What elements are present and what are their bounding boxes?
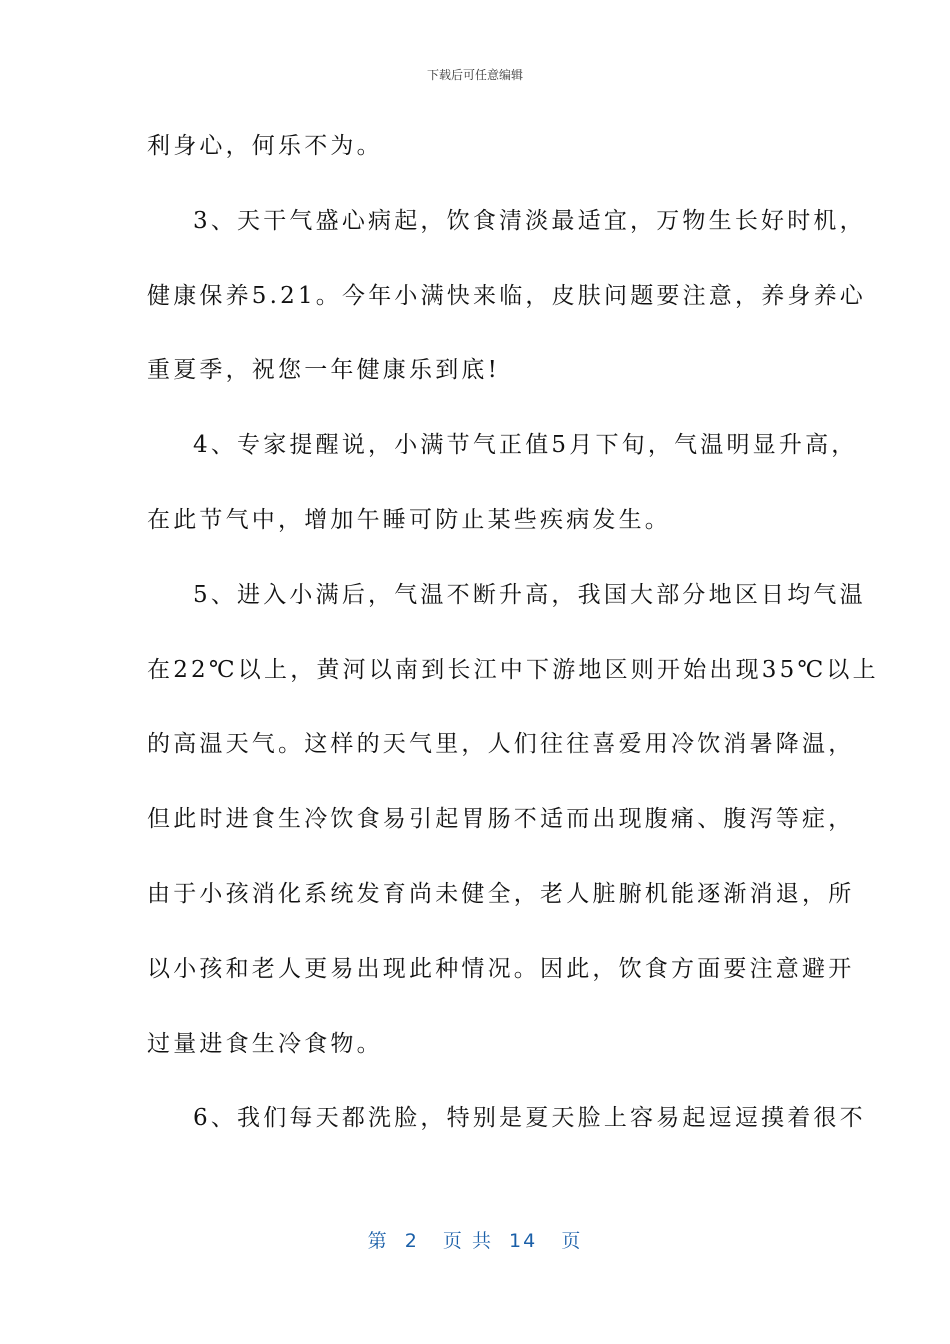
text-line: 但此时进食生冷饮食易引起胃肠不适而出现腹痛、腹泻等症， xyxy=(147,806,855,833)
text-line: 由于小孩消化系统发育尚未健全，老人脏腑机能逐渐消退，所 xyxy=(147,880,855,907)
document-body xyxy=(147,124,879,1171)
text-line: 在22℃以上，黄河以南到长江中下游地区则开始出现35℃以上 xyxy=(147,656,879,683)
page-footer: 第 2 页 共 14 页 xyxy=(367,1230,583,1252)
text-line: 利身心，何乐不为。 xyxy=(147,133,383,159)
text-line: 以小孩和老人更易出现此种情况。因此，饮食方面要注意避开 xyxy=(147,955,855,982)
text-line: 健康保养5.21。今年小满快来临，皮肤问题要注意，养身养心 xyxy=(147,282,867,309)
text-line: 过量进食生冷食物。 xyxy=(147,1030,383,1057)
text-line: 5、进入小满后，气温不断升高，我国大部分地区日均气温 xyxy=(193,581,866,608)
text-line: 3、天干气盛心病起，饮食清淡最适宜，万物生长好时机， xyxy=(193,207,866,234)
page-header: 下载后可任意编辑 xyxy=(426,68,523,82)
text-line: 6、我们每天都洗脸，特别是夏天脸上容易起逗逗摸着很不 xyxy=(193,1105,866,1132)
text-line: 在此节气中，增加午睡可防止某些疾病发生。 xyxy=(147,506,671,533)
text-line: 的高温天气。这样的天气里，人们往往喜爱用冷饮消暑降温， xyxy=(147,731,855,758)
text-line: 重夏季，祝您一年健康乐到底! xyxy=(147,357,501,384)
text-line: 4、专家提醒说，小满节气正值5月下旬，气温明显升高， xyxy=(193,432,858,459)
